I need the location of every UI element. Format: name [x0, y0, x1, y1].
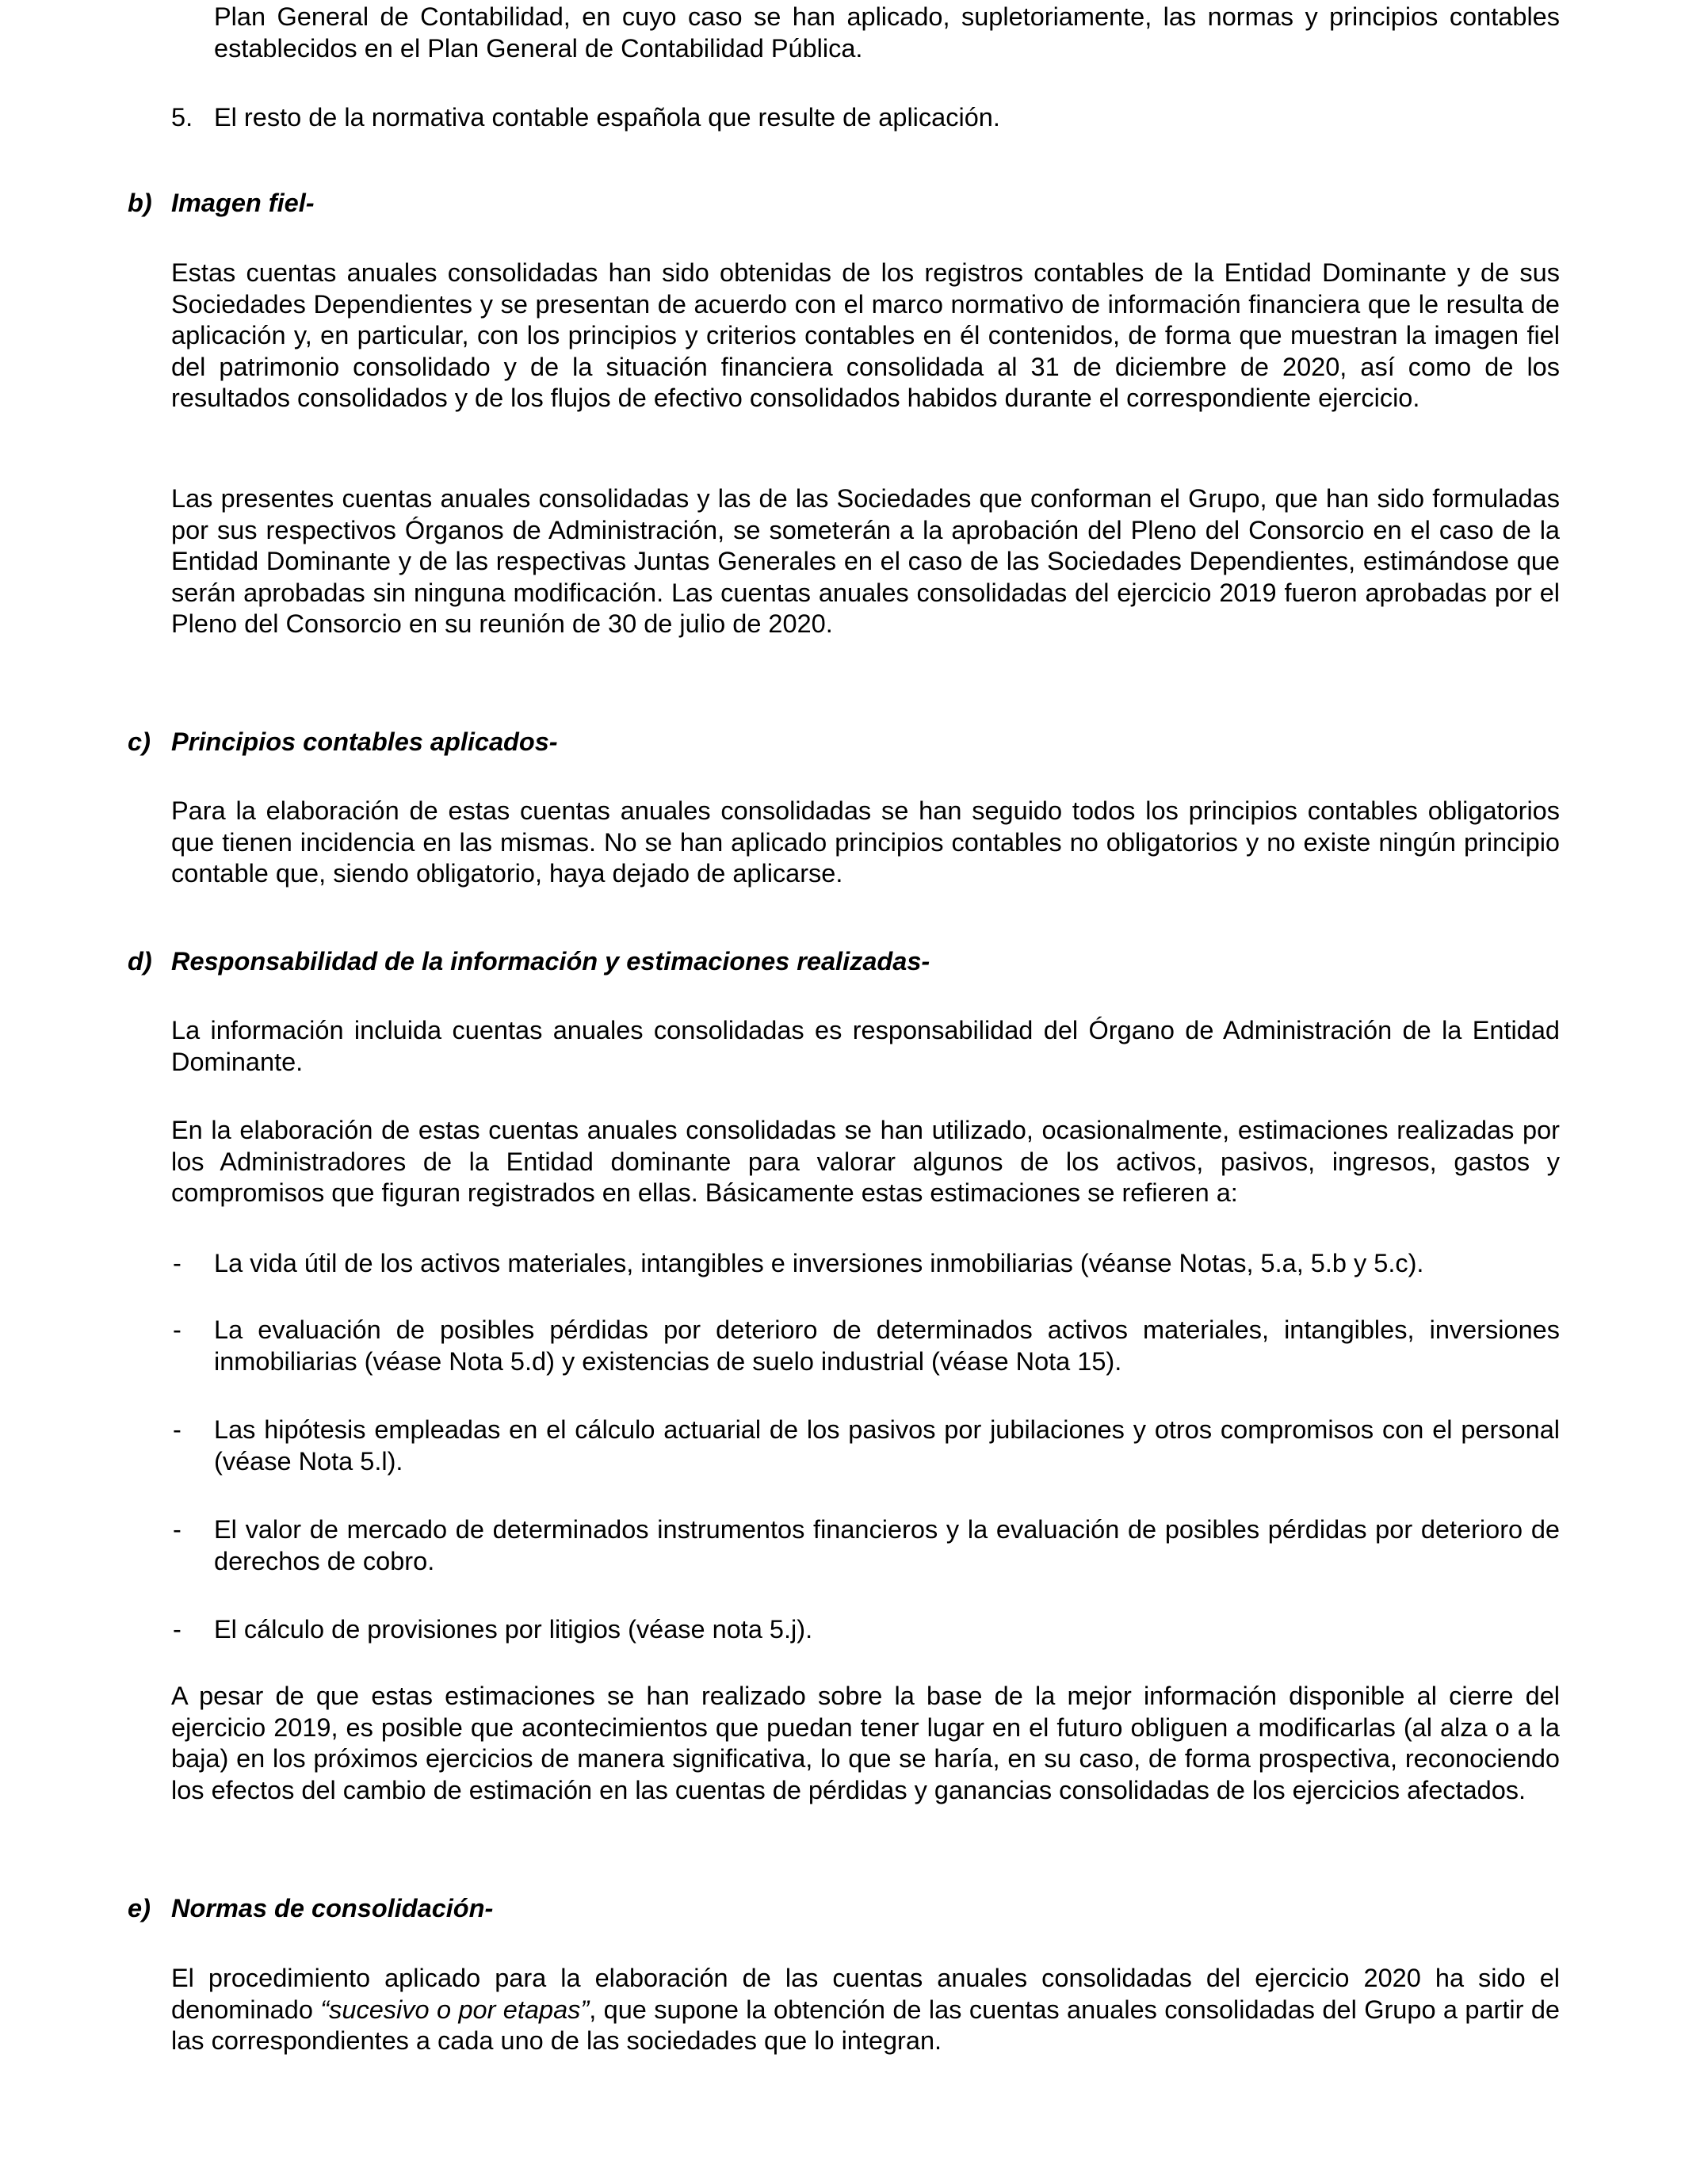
section-d-paragraph-1: La información incluida cuentas anuales consolidadas es responsabilidad del Órgano de Administración de la Entidad Dominante.: [171, 1016, 1560, 1076]
section-c-paragraph-1: Para la elaboración de estas cuentas anuales consolidadas se han seguido todos los principios contables obligatorios que tienen incidencia en las mismas. No se han aplicado principios contables no obligatorios y no existe ningún principio contable que, siendo obligatorio, haya dejado de aplicarse.: [171, 796, 1560, 888]
bullet-text: La vida útil de los activos materiales, intangibles e inversiones inmobiliarias (véanse Notas, 5.a, 5.b y 5.c).: [214, 1249, 1424, 1277]
intro-continuation-paragraph: Plan General de Contabilidad, en cuyo caso se han aplicado, supletoriamente, las normas y principios contables establecidos en el Plan General de Contabilidad Pública.: [214, 2, 1560, 63]
section-d-paragraph-2: En la elaboración de estas cuentas anuales consolidadas se han utilizado, ocasionalmente, estimaciones realizadas por los Administradores de la Entidad dominante para valorar algunos de los activos, pasivos, ingresos, gastos y compromisos que figuran registrados en ellas. Básicamente estas estimaciones se refieren a:: [171, 1116, 1560, 1207]
bullet-dash: -: [173, 1515, 181, 1544]
list-number: 5.: [171, 103, 193, 132]
bullet-item-1: [171, 1248, 1560, 1280]
paragraph-text: , que supone la obtención de las cuentas anuales consolidadas del Grupo a partir de las correspondientes a cada uno de las sociedades que lo integran.: [171, 1995, 1560, 2055]
section-letter: d): [128, 947, 152, 976]
section-d-paragraph-3: A pesar de que estas estimaciones se han realizado sobre la base de la mejor información disponible al cierre del ejercicio 2019, es posible que acontecimientos que puedan tener lugar en el futuro obliguen a modificarlas (al alza o a la baja) en los próximos ejercicios de manera significativa, lo que se haría, en su caso, de forma prospectiva, reconociendo los efectos del cambio de estimación en las cuentas de pérdidas y ganancias consolidadas de los ejercicios afectados.: [171, 1682, 1560, 1804]
section-b-paragraph-1: Estas cuentas anuales consolidadas han sido obtenidas de los registros contables de la Entidad Dominante y de sus Sociedades Dependientes y se presentan de acuerdo con el marco normativo de información financiera que le resulta de aplicación y, en particular, con los principios y criterios contables en él contenidos, de forma que muestran la imagen fiel del patrimonio consolidado y de la situación financiera consolidada al 31 de diciembre de 2020, así como de los resultados consolidados y de los flujos de efectivo consolidados habidos durante el correspondiente ejercicio.: [171, 258, 1560, 412]
emphasis-text: “sucesivo o por etapas”: [320, 1995, 590, 2024]
bullet-dash: -: [173, 1415, 181, 1444]
section-heading-b: [128, 188, 315, 220]
section-title: Normas de consolidación-: [171, 1894, 494, 1922]
section-letter: c): [128, 727, 151, 756]
section-e-paragraph-1: [171, 1963, 1560, 2057]
section-letter: b): [128, 189, 152, 217]
bullet-item-5: [171, 1614, 1560, 1646]
bullet-dash: -: [173, 1615, 181, 1644]
section-heading-c: [128, 727, 558, 758]
bullet-item-4: [171, 1514, 1560, 1577]
section-heading-e: [128, 1893, 493, 1925]
list-item-text: El resto de la normativa contable española que resulte de aplicación.: [214, 103, 1000, 132]
list-item-5: [171, 102, 1560, 134]
section-title: Responsabilidad de la información y estimaciones realizadas-: [171, 947, 930, 976]
bullet-item-3: [171, 1415, 1560, 1477]
section-heading-d: [128, 946, 930, 978]
paragraph-text: El procedimiento aplicado para la elaboración de las cuentas anuales consolidadas del ejercicio 2020 ha sido el denominado: [171, 1964, 1560, 2024]
section-b-paragraph-2: Las presentes cuentas anuales consolidadas y las de las Sociedades que conforman el Grupo, que han sido formuladas por sus respectivos Órganos de Administración, se someterán a la aprobación del Pleno del Consorcio en el caso de la Entidad Dominante y de las respectivas Juntas Generales en el caso de las Sociedades Dependientes, estimándose que serán aprobadas sin ninguna modificación. Las cuentas anuales consolidadas del ejercicio 2019 fueron aprobadas por el Pleno del Consorcio en su reunión de 30 de julio de 2020.: [171, 484, 1560, 638]
bullet-text: Las hipótesis empleadas en el cálculo actuarial de los pasivos por jubilaciones y otros compromisos con el personal (véase Nota 5.l).: [214, 1415, 1560, 1476]
bullet-item-2: [171, 1315, 1560, 1377]
bullet-dash: -: [173, 1315, 181, 1344]
section-title: Principios contables aplicados-: [171, 727, 558, 756]
bullet-text: El valor de mercado de determinados instrumentos financieros y la evaluación de posibles pérdidas por deterioro de derechos de cobro.: [214, 1515, 1560, 1575]
section-title: Imagen fiel-: [171, 189, 315, 217]
section-letter: e): [128, 1894, 151, 1922]
bullet-dash: -: [173, 1249, 181, 1277]
bullet-text: El cálculo de provisiones por litigios (véase nota 5.j).: [214, 1615, 813, 1644]
bullet-text: La evaluación de posibles pérdidas por deterioro de determinados activos materiales, intangibles, inversiones inmobiliarias (véase Nota 5.d) y existencias de suelo industrial (véase Nota 15).: [214, 1315, 1560, 1376]
